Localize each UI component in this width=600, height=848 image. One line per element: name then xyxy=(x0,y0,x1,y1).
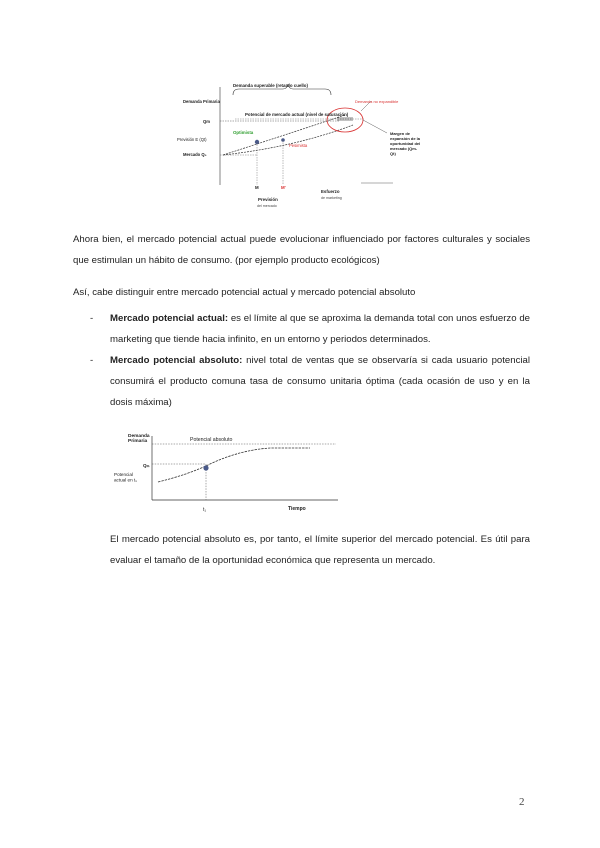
prevision-sub-label: del mercado xyxy=(257,204,277,208)
expansion-arrow xyxy=(363,120,387,133)
prevision-label: Previsión xyxy=(258,197,278,202)
list-item xyxy=(73,350,530,413)
qm-label: Qm xyxy=(203,119,210,124)
paragraph-2: Así, cabe distinguir entre mercado potencial actual y mercado potencial absoluto xyxy=(73,287,416,298)
list-text: es el límite al que se aproxima la demanda total con unos esfuerzo de marketing que tiende hacia infinito, en un entorno y periodos determinados. xyxy=(110,313,530,345)
tiempo-label: Tiempo xyxy=(288,506,306,512)
optimista-label: Optimista xyxy=(233,130,254,135)
t1-label: t₁ xyxy=(203,507,207,513)
mercado-qo-label: Mercado Q₀ xyxy=(183,152,207,157)
page-number: 2 xyxy=(519,796,525,808)
no-expandible-label: Demanda no expandible xyxy=(355,99,399,104)
list-text: nivel total de ventas que se observaría si cada usuario potencial consumirá el producto comuna tasa de consumo unitaria óptima (cada ocasión de uso y en la dosis máxima) xyxy=(110,355,530,408)
prevision-e-label: Previsión E (Qt) xyxy=(177,137,207,142)
t1-dot xyxy=(203,465,208,470)
potencial-actual-label: Potencial de mercado actual (nivel de saturación) xyxy=(245,112,349,117)
esfuerzo-sub-label: de marketing xyxy=(321,196,342,200)
potential-curve xyxy=(158,448,310,482)
esfuerzo-label: Esfuerzo xyxy=(321,189,340,194)
m-label: M xyxy=(255,185,259,190)
demanda-primaria-label: Demanda Primaria xyxy=(183,99,220,104)
demanda-superable-label: Demanda superable (retardo cuello) xyxy=(233,83,308,88)
definition-list xyxy=(73,308,530,413)
list-item xyxy=(73,308,530,350)
demanda-primaria-label: Demanda Primaria xyxy=(128,434,150,444)
qm-label: Qₘ xyxy=(143,463,150,468)
list-term: Mercado potencial absoluto: xyxy=(110,355,243,366)
paragraph-3: El mercado potencial absoluto es, por tanto, el límite superior del mercado potencial. Es útil para evaluar el tamaño de la oportunidad económica que representa un mercado. xyxy=(110,534,530,566)
m2-label: M' xyxy=(281,185,286,190)
pesimista-label: Pesimista xyxy=(289,143,308,148)
margen-expansion-label: Margen de expansión de la oportunidad del mercado (Qm- Qt) xyxy=(390,131,421,156)
paragraph-1: Ahora bien, el mercado potencial actual puede evolucionar influenciado por factores culturales y sociales que estimulan un hábito de consumo. (por ejemplo producto ecológicos) xyxy=(73,234,530,266)
potencial-actual-label: Potencial actual en t₁ xyxy=(114,472,137,483)
list-dash: - xyxy=(90,355,94,366)
potencial-absoluto-label: Potencial absoluto xyxy=(190,437,233,443)
potential-market-diagram xyxy=(175,75,445,215)
absolute-potential-diagram xyxy=(110,428,340,518)
list-term: Mercado potencial actual: xyxy=(110,313,229,324)
list-dash: - xyxy=(90,313,94,324)
